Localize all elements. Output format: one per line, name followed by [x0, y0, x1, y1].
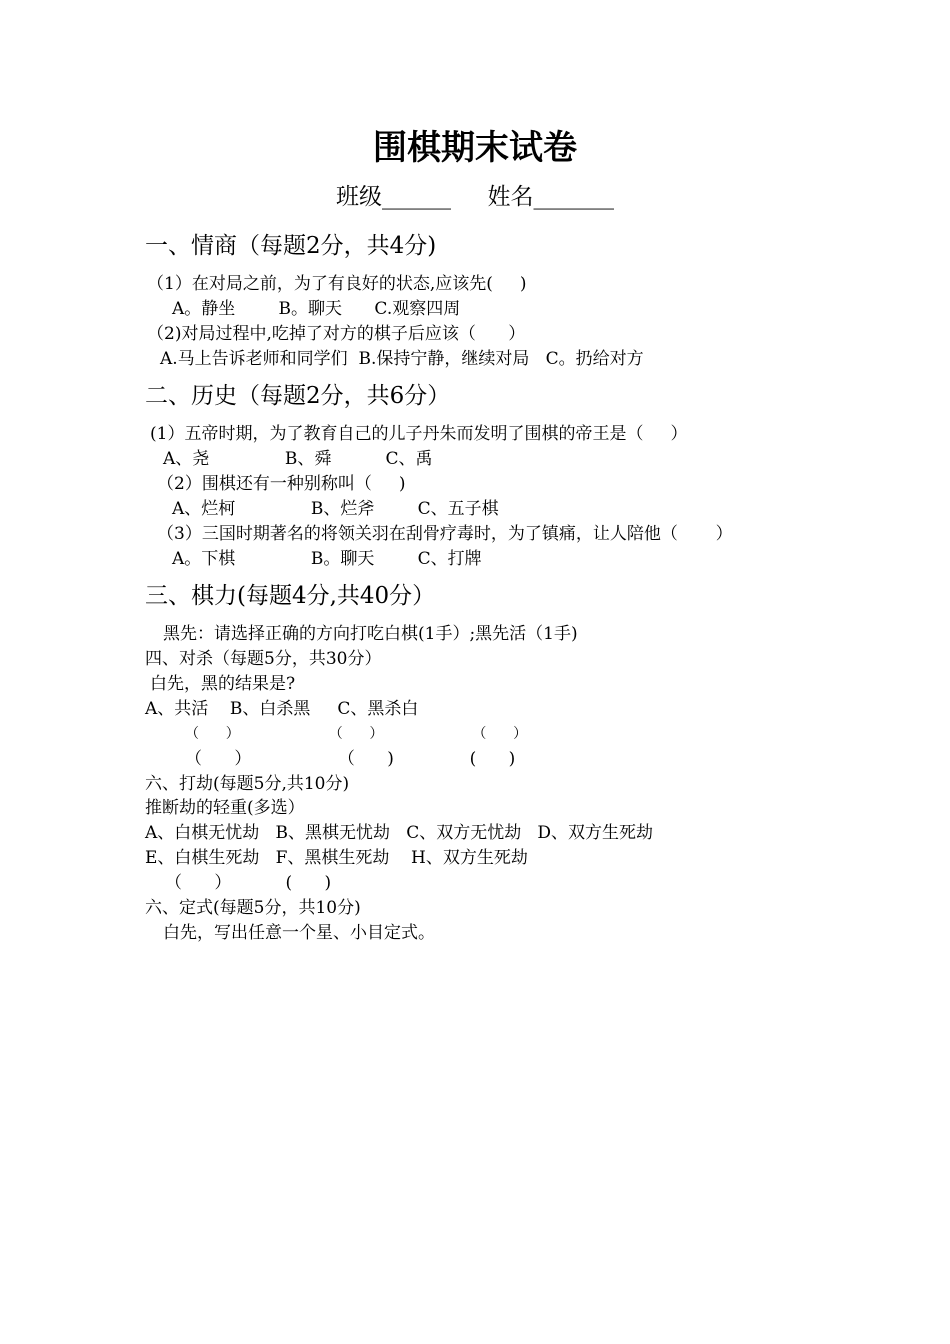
section-heading-capturing-race: 四、对杀（每题5分，共30分） [145, 649, 382, 669]
section-instruction: 黑先：请选择正确的方向打吃白棋(1手）;黑先活（1手) [163, 624, 578, 644]
question-options: A。静坐 B。聊天 C.观察四周 [172, 299, 461, 319]
section-instruction: 白先，黑的结果是? [150, 674, 296, 694]
question-options: A.马上告诉老师和同学们 B.保持宁静，继续对局 C。扔给对方 [160, 349, 644, 369]
question-options: E、白棋生死劫 F、黑棋生死劫 H、双方生死劫 [145, 848, 528, 868]
answer-blanks: （ ） ( ) [165, 873, 332, 893]
section-instruction: 推断劫的轻重(多选） [145, 798, 305, 818]
section-heading-joseki: 六、定式(每题5分，共10分) [145, 898, 361, 918]
class-name-line: 班级______ 姓名_______ [335, 184, 615, 210]
section-heading-history: 二、历史（每题2分，共6分） [145, 383, 451, 409]
section-heading-skill: 三、棋力(每题4分,共40分） [145, 583, 436, 609]
question-options: A、尧 B、舜 C、禹 [163, 449, 433, 469]
section-instruction: 白先，写出任意一个星、小目定式。 [163, 923, 435, 943]
question-options: A。下棋 B。聊天 C、打牌 [172, 549, 482, 569]
question-text: （1）在对局之前，为了有良好的状态,应该先( ) [147, 274, 527, 294]
question-text: （3）三国时期著名的将领关羽在刮骨疗毒时，为了镇痛，让人陪他（ ） [157, 524, 733, 544]
section-heading-emotional: 一、情商（每题2分，共4分) [145, 233, 437, 259]
answer-blanks: （ ） （ ) ( ) [185, 749, 516, 769]
question-options: A、共活 B、白杀黑 C、黑杀白 [145, 699, 419, 719]
answer-blanks: （ ） （ ） （ ） [185, 726, 528, 742]
question-text: (1）五帝时期，为了教育自己的儿子丹朱而发明了围棋的帝王是（ ） [150, 424, 688, 444]
page-title: 围棋期末试卷 [373, 128, 577, 168]
section-heading-ko: 六、打劫(每题5分,共10分) [145, 774, 350, 794]
question-text: （2)对局过程中,吃掉了对方的棋子后应该（ ） [147, 324, 526, 344]
question-options: A、烂柯 B、烂斧 C、五子棋 [172, 499, 499, 519]
question-options: A、白棋无忧劫 B、黑棋无忧劫 C、双方无忧劫 D、双方生死劫 [145, 823, 654, 843]
question-text: （2）围棋还有一种别称叫（ ) [157, 474, 406, 494]
